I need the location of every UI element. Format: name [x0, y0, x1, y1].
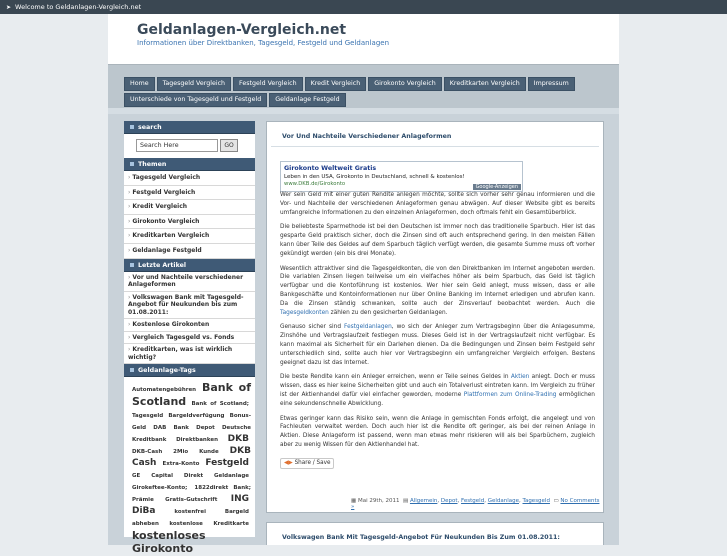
nav-item[interactable]: Impressum: [528, 77, 575, 91]
tag-link[interactable]: Bargeld: [224, 509, 249, 516]
tag-link[interactable]: DiBa: [132, 506, 156, 517]
comments-link[interactable]: No Comments »: [351, 498, 600, 510]
tag-link[interactable]: Direkt: [183, 473, 204, 480]
site-header: [108, 14, 619, 64]
recent-post-link[interactable]: › Vor und Nachteile verschiedener Anlageformen: [124, 272, 255, 292]
post-body: [280, 191, 595, 469]
tag-link[interactable]: DKB: [227, 434, 249, 445]
tag-link[interactable]: GE: [132, 473, 141, 480]
folder-icon: ▤: [402, 498, 409, 504]
tag-link[interactable]: DKB-Cash: [132, 449, 163, 456]
aktien-link[interactable]: Aktien: [510, 374, 530, 381]
recent-post-link[interactable]: › Vergleich Tagesgeld vs. Fonds: [124, 332, 255, 345]
sidebar: [124, 121, 255, 556]
google-ads-badge[interactable]: Google-Anzeigen: [473, 184, 521, 190]
theme-link[interactable]: › Kreditkarten Vergleich: [124, 229, 255, 244]
search-button[interactable]: GO: [220, 139, 238, 152]
ad-title[interactable]: Girokonto Weltweit Gratis: [284, 165, 377, 172]
calendar-icon: ▦: [351, 498, 357, 504]
ad-url[interactable]: www.DKB.de/Girokonto: [284, 181, 346, 187]
paragraph: Die beliebteste Sparmethode ist bei den Deutschen ist immer noch das traditionelle Sparbuch. Hier ist das gesparte Geld praktisch sicher, doch die Zinsen sind oft auch entsprechend gering. In den meisten Fällen kann über Teile des Geldes auf dem Sparbuch täglich verfügt werden, die gesamte Summe muss oft vorher gekündigt werden (ein bis drei Monate).: [280, 224, 595, 257]
site-description: Informationen über Direktbanken, Tagesgeld, Festgeld und Geldanlagen: [137, 39, 390, 47]
paragraph: Wer sein Geld mit einer guten Rendite anlegen möchte, sollte sich vorher sehr genau informieren und die Vor- und Nachteile der verschiedenen Anlageformen genau abwägen. Auf dieser Website gibt es bereits umfangreiche Informationen zu den einzelnen Anlageformen, doch oftmals fehlt ein Gesamtüberblick.: [280, 192, 595, 216]
recent-post-link[interactable]: › Volkswagen Bank mit Tagesgeld-Angebot für Neukunden bis zum 01.08.2011:: [124, 292, 255, 320]
category-link[interactable]: Tagesgeld: [522, 498, 550, 504]
paragraph: Wesentlich attraktiver sind die Tagesgeldkonten, die von den Direktbanken im Internet angeboten werden. Die variablen Zinsen liegen teilweise um ein vielfaches höher als beim Sparbuch, das Geld ist täglich verfügbar und die Kontoführung ist kostenlos. Wer hier sein Geld anlegt, muss wissen, dass er alle Bankgeschäfte und Kontoinformationen nur über Online Banking im Internet erledigen und abrufen kann. Da die Zinsen ständig schwanken, sollte auch der Zinsverlauf beobachtet werden. Auch die Tagesgeldkonten zählen zu den gesicherten Geldanlagen.: [280, 265, 595, 316]
welcome-text: Welcome to Geldanlagen-Vergleich.net: [15, 3, 142, 11]
paragraph: Genauso sicher sind Festgeldanlagen, wo sich der Anleger zum Vertragsbeginn über die Anlagesumme, Zinshöhe und Vertragslaufzeit festlegen muss. Dieses Geld ist in der Vertragslaufzeit nicht verfügbar. Es kann maximal als Sicherheit für ein Darlehen dienen. Da die Bedingungen und Zinsen beim Festgeld sehr unterschiedlich sind, sollte auch hier vor Vertragsbeginn ein umfangreicher Vergleich erfolgen. Bestens geeignet dazu ist das Internet.: [280, 324, 595, 366]
tag-link[interactable]: Bonus-Geld: [132, 413, 251, 432]
post-title[interactable]: Vor Und Nachteile Verschiedener Anlageformen: [271, 126, 599, 147]
nav-item[interactable]: Home: [124, 77, 155, 91]
nav-item[interactable]: Kreditkarten Vergleich: [444, 77, 526, 91]
recent-post-link[interactable]: › Kostenlose Girokonten: [124, 319, 255, 332]
tags-heading: Geldanlage-Tags: [124, 364, 255, 377]
search-heading: search: [124, 121, 255, 134]
post-date: Mai 29th, 2011: [357, 498, 400, 504]
theme-link[interactable]: › Geldanlage Festgeld: [124, 244, 255, 259]
tag-link[interactable]: Geldanlage: [214, 473, 249, 480]
tag-link[interactable]: Bank of Scotland;: [191, 401, 249, 408]
post-meta: [351, 498, 603, 510]
tag-link[interactable]: Bank of Scotland: [132, 381, 251, 409]
tag-link[interactable]: 1822direkt Bank; Prämie Gratis-Gutschrift: [132, 485, 251, 504]
themes-list: [124, 171, 255, 259]
tag-link[interactable]: Bank: [173, 425, 189, 432]
tag-link[interactable]: Bargeldverfügung: [168, 413, 225, 420]
tag-link[interactable]: Festgeld: [205, 458, 249, 469]
square-icon: [130, 162, 134, 166]
nav-item[interactable]: Festgeld Vergleich: [233, 77, 303, 91]
tag-link[interactable]: kostenloses: [132, 529, 206, 543]
post-categories: Allgemein, Depot, Festgeld, Geldanlage, Tagesgeld: [409, 498, 550, 504]
square-icon: [130, 263, 134, 267]
category-link[interactable]: Geldanlage: [487, 498, 519, 504]
recent-list: [124, 272, 255, 365]
theme-link[interactable]: › Festgeld Vergleich: [124, 186, 255, 201]
category-link[interactable]: Depot: [440, 498, 458, 504]
share-save-button[interactable]: ◀▶ Share / Save: [280, 458, 334, 469]
tag-link[interactable]: DAB: [153, 425, 167, 432]
tag-link[interactable]: kostenfrei: [174, 509, 206, 516]
nav-item[interactable]: Geldanlage Festgeld: [269, 93, 345, 107]
recent-heading: Letzte Artikel: [124, 259, 255, 272]
tag-link[interactable]: Direktbanken: [176, 437, 218, 444]
share-icon: ◀▶: [284, 459, 293, 466]
tag-link[interactable]: Kreditkarte: [213, 521, 249, 528]
category-link[interactable]: Allgemein: [409, 498, 438, 504]
themes-heading: Themen: [124, 158, 255, 171]
google-ad[interactable]: [280, 161, 523, 192]
tag-link[interactable]: Capital: [151, 473, 173, 480]
tag-link[interactable]: Girokonto: [132, 542, 194, 556]
tag-link[interactable]: Extra-Konto: [162, 461, 200, 468]
tag-link[interactable]: Kunde: [199, 449, 219, 456]
square-icon: [130, 125, 134, 129]
tag-link[interactable]: DKB Cash: [132, 446, 251, 469]
tag-cloud: [124, 377, 255, 556]
nav-item[interactable]: Girokonto Vergleich: [368, 77, 442, 91]
nav-item[interactable]: Kredit Vergleich: [305, 77, 367, 91]
next-post-title[interactable]: Volkswagen Bank Mit Tagesgeld-Angebot Für Neukunden Bis Zum 01.08.2011:: [282, 534, 560, 541]
ad-description: Leben in den USA, Girokonto in Deutschland, schnell & kostenlos!: [284, 174, 465, 180]
tag-link[interactable]: Depot: [196, 425, 215, 432]
post-container: [266, 121, 604, 513]
category-link[interactable]: Festgeld: [461, 498, 485, 504]
search-box: [124, 134, 255, 158]
tagesgeldkonten-link[interactable]: Tagesgeldkonten: [280, 309, 329, 316]
paragraph: Etwas geringer kann das Risiko sein, wenn die Anlage in gemischten Fonds erfolgt, die angelegt und von Fachleuten verwaltet werden. Doch auch hier ist die Rendite oft geringer, als bei der reinen Anlage in Aktien. Diese Anlageform ist passend, wenn man etwas mehr riskieren will als bei Sparbüchern, zugleich aber zu wenig Wissen für den Aktienhandel hat.: [280, 415, 595, 448]
arrow-icon: ➤: [6, 4, 12, 11]
nav-menu: [124, 77, 604, 109]
square-icon: [130, 368, 134, 372]
tag-link[interactable]: Girokeftee-Konto;: [132, 485, 188, 492]
tag-link[interactable]: ING: [230, 494, 249, 505]
site-title[interactable]: Geldanlagen-Vergleich.net: [137, 22, 347, 38]
tag-link[interactable]: abheben: [132, 521, 159, 528]
nav-item[interactable]: Tagesgeld Vergleich: [157, 77, 231, 91]
search-input[interactable]: [136, 139, 218, 152]
festgeldanlagen-link[interactable]: Festgeldanlagen: [344, 324, 392, 331]
paragraph: Die beste Rendite kann ein Anleger erreichen, wenn er Teile seines Geldes in Aktien anlegt. Doch er muss wissen, dass es hier keine Sicherheiten gibt und auch ein Totalverlust eintreten kann. Im Vergleich zu früher ist der Aktienhandel dafür viel einfacher geworden, moderne Plattformen zum Online-Trading ermöglichen eine sekundenschnelle Abwicklung.: [280, 374, 595, 407]
tag-link[interactable]: kostenlose: [169, 521, 203, 528]
navigation-bar: [108, 64, 619, 114]
nav-item[interactable]: Unterschiede von Tagesgeld und Festgeld: [124, 93, 267, 107]
theme-link[interactable]: › Tagesgeld Vergleich: [124, 171, 255, 186]
tag-link[interactable]: Automatengebühren: [132, 387, 197, 394]
theme-link[interactable]: › Kredit Vergleich: [124, 200, 255, 215]
theme-link[interactable]: › Girokonto Vergleich: [124, 215, 255, 230]
tag-link[interactable]: 2Mio: [173, 449, 189, 456]
tag-link[interactable]: Deutsche Kreditbank: [132, 425, 251, 444]
tag-link[interactable]: Tagesgeld: [132, 413, 164, 420]
welcome-bar: [0, 0, 727, 14]
comment-icon: ▭: [553, 498, 559, 504]
online-trading-link[interactable]: Plattformen zum Online-Trading: [463, 391, 557, 398]
next-post-container: [266, 522, 604, 545]
recent-post-link[interactable]: › Kreditkarten, was ist wirklich wichtig?: [124, 344, 255, 364]
